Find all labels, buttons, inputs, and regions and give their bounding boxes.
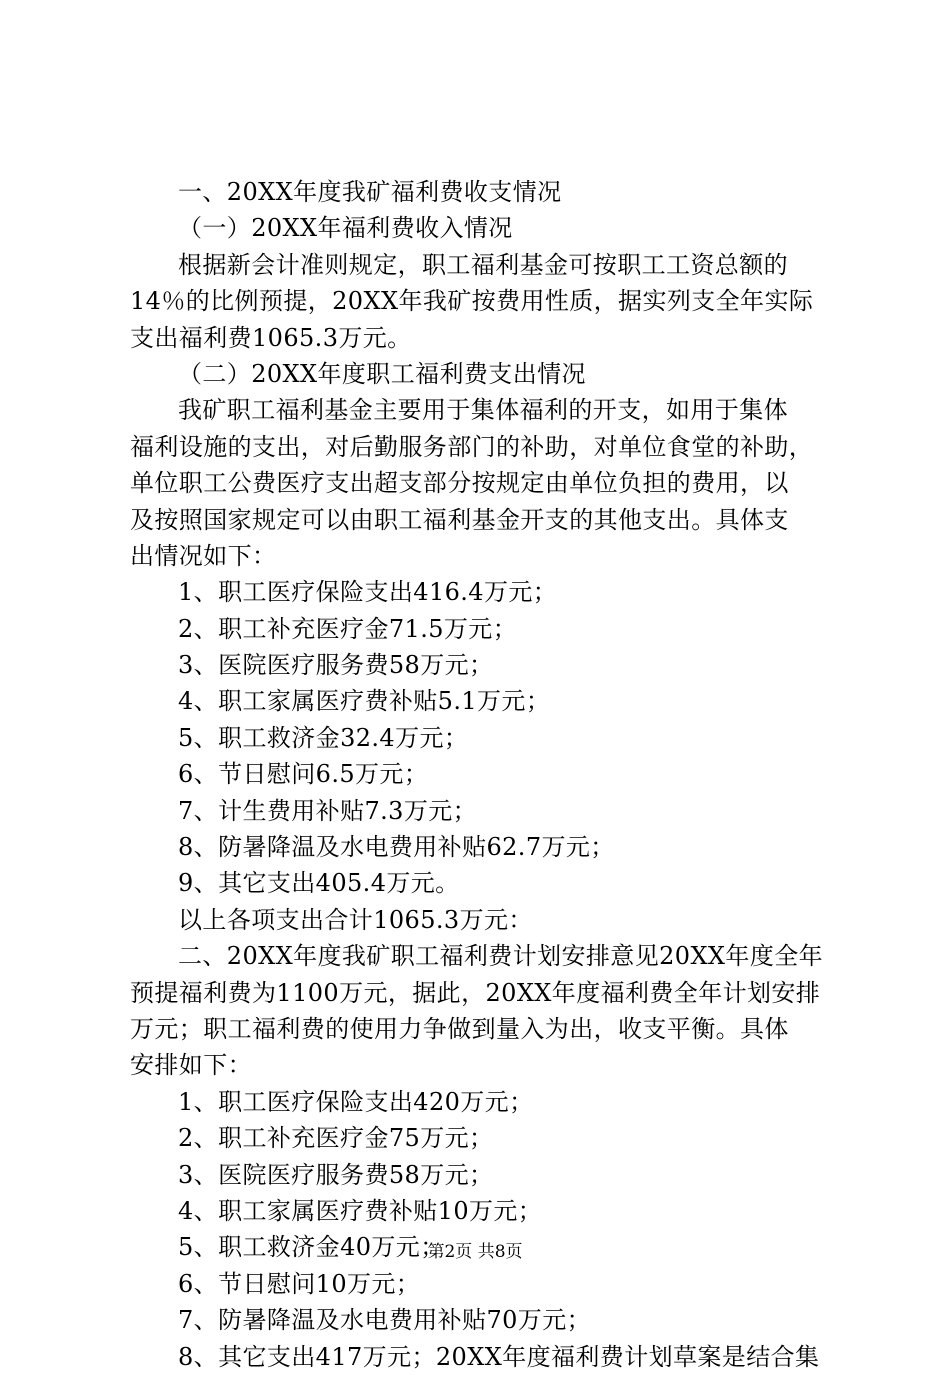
document-body	[130, 174, 830, 1375]
text-line: 2、职工补充医疗金75万元；	[178, 1124, 494, 1153]
text-line: 及按照国家规定可以由职工福利基金开支的其他支出。具体支	[130, 505, 789, 534]
text-line: 8、其它支出417万元；20XX年度福利费计划草案是结合集	[178, 1342, 820, 1371]
text-line: 单位职工公费医疗支出超支部分按规定由单位负担的费用，以	[130, 469, 789, 498]
text-line: 6、节日慰问6.5万元；	[178, 760, 429, 789]
text-line: 以上各项支出合计1065.3万元：	[178, 905, 533, 934]
text-line: 6、节日慰问10万元；	[178, 1269, 421, 1298]
text-line: 7、防暑降温及水电费用补贴70万元；	[178, 1306, 592, 1335]
text-line: （二）20XX年度职工福利费支出情况	[178, 359, 586, 388]
text-line: 7、计生费用补贴7.3万元；	[178, 796, 478, 825]
text-line: 3、医院医疗服务费58万元；	[178, 651, 494, 680]
text-line: 9、其它支出405.4万元。	[178, 869, 460, 898]
text-line: 1、职工医疗保险支出416.4万元；	[178, 578, 558, 607]
page-footer: 第2页 共8页	[427, 1242, 523, 1262]
text-line: 14％的比例预提，20XX年我矿按费用性质，据实列支全年实际	[130, 287, 814, 316]
text-line: 二、20XX年度我矿职工福利费计划安排意见20XX年度全年	[178, 942, 824, 971]
text-line: 3、医院医疗服务费58万元；	[178, 1160, 494, 1189]
text-line: 万元；职工福利费的使用力争做到量入为出，收支平衡。具体	[130, 1014, 789, 1043]
text-line: 出情况如下：	[130, 541, 277, 570]
text-line: 4、职工家属医疗费补贴5.1万元；	[178, 687, 551, 716]
text-line: 福利设施的支出，对后勤服务部门的补助，对单位食堂的补助，	[130, 432, 814, 461]
text-line: 8、防暑降温及水电费用补贴62.7万元；	[178, 833, 615, 862]
text-line: 支出福利费1065.3万元。	[130, 323, 412, 352]
text-line: 4、职工家属医疗费补贴10万元；	[178, 1196, 543, 1225]
text-line: 预提福利费为1100万元，据此，20XX年度福利费全年计划安排	[130, 978, 821, 1007]
text-line: （一）20XX年福利费收入情况	[178, 214, 513, 243]
text-line: 5、职工救济金32.4万元；	[178, 723, 469, 752]
text-line: 我矿职工福利基金主要用于集体福利的开支，如用于集体	[178, 396, 788, 425]
text-line: 5、职工救济金40万元；	[178, 1233, 445, 1262]
text-line: 1、职工医疗保险支出420万元；	[178, 1087, 534, 1116]
text-line: 2、职工补充医疗金71.5万元；	[178, 614, 518, 643]
text-line: 一、20XX年度我矿福利费收支情况	[178, 178, 562, 206]
text-line: 根据新会计准则规定，职工福利基金可按职工工资总额的	[178, 250, 788, 279]
text-line: 安排如下：	[130, 1051, 252, 1080]
